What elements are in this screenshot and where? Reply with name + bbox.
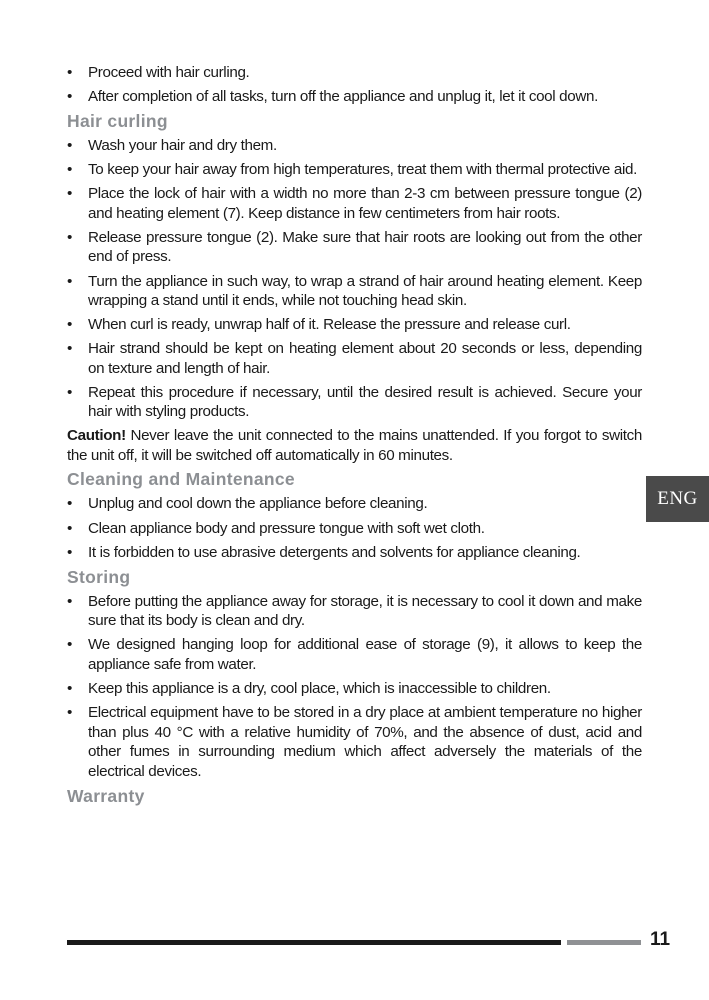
section-heading-warranty: Warranty (67, 785, 145, 806)
footer-rule-dark (67, 940, 561, 945)
list-item-text: Place the lock of hair with a width no more than 2-3 cm between pressure tongue (2) and heating element (7). Keep distance in few centimeters from hair roots. (88, 185, 642, 222)
bullet: • (67, 185, 72, 203)
list-item-text: Unplug and cool down the appliance before cleaning. (88, 495, 428, 513)
bullet: • (67, 592, 72, 610)
list-item-text: Turn the appliance in such way, to wrap a strand of hair around heating element. Keep wrapping a stand until it ends, while not touching head skin. (88, 272, 642, 310)
language-tab: ENG (646, 476, 709, 522)
bullet: • (67, 316, 72, 334)
list-item (67, 543, 642, 563)
list-item-text: Electrical equipment have to be stored in a dry place at ambient temperature no higher than plus 40 °C with a relative humidity of 70%, and the absence of dust, acid and other fumes in surrounding medium which affect adversely the materials of the electrical devices. (88, 704, 642, 780)
list-item-text: Proceed with hair curling. (88, 64, 250, 81)
hair-curling-list (67, 136, 642, 422)
list-item (67, 519, 642, 539)
list-item (67, 136, 642, 156)
list-item (67, 184, 642, 223)
bullet: • (67, 64, 72, 81)
bullet: • (67, 228, 72, 246)
list-item-text: We designed hanging loop for additional ease of storage (9), it allows to keep the appliance safe from water. (88, 636, 642, 673)
section-heading-storing: Storing (67, 566, 131, 587)
intro-list (67, 63, 642, 107)
list-item-text: Wash your hair and dry them. (88, 137, 277, 155)
bullet: • (67, 704, 72, 721)
list-item-text: Hair strand should be kept on heating element about 20 seconds or less, depending on texture and length of hair. (88, 340, 642, 377)
bullet: • (67, 679, 72, 697)
bullet: • (67, 137, 72, 155)
list-item-text: Before putting the appliance away for storage, it is necessary to cool it down and make sure that its body is clean and dry. (88, 592, 642, 630)
section-heading-cleaning: Cleaning and Maintenance (67, 469, 295, 490)
bullet: • (67, 88, 72, 106)
list-item-text: Clean appliance body and pressure tongue with soft wet cloth. (88, 519, 485, 537)
cleaning-list (67, 494, 642, 562)
caution-text: Never leave the unit connected to the mains unattended. If you forgot to switch the unit off, it will be switched off automatically in 60 minutes. (67, 427, 642, 464)
list-item (67, 63, 642, 83)
section-heading-hair-curling: Hair curling (67, 111, 168, 132)
list-item-text: After completion of all tasks, turn off the appliance and unplug it, let it cool down. (88, 88, 598, 106)
page-number: 11 (650, 929, 671, 950)
list-item (67, 228, 642, 267)
footer-rule-light (567, 940, 641, 945)
page-content (67, 63, 642, 811)
bullet: • (67, 383, 72, 401)
list-item-text: It is forbidden to use abrasive detergents and solvents for appliance cleaning. (88, 543, 581, 561)
storing-list (67, 592, 642, 781)
bullet: • (67, 340, 72, 358)
list-item (67, 592, 642, 631)
list-item (67, 703, 642, 781)
list-item-text: When curl is ready, unwrap half of it. Release the pressure and release curl. (88, 316, 571, 334)
list-item (67, 494, 642, 514)
bullet: • (67, 636, 72, 654)
list-item (67, 315, 642, 335)
list-item-text: To keep your hair away from high temperatures, treat them with thermal protective aid. (88, 161, 637, 179)
bullet: • (67, 272, 72, 290)
list-item-text: Keep this appliance is a dry, cool place, which is inaccessible to children. (88, 679, 551, 697)
caution-note (67, 426, 642, 465)
list-item-text: Release pressure tongue (2). Make sure that hair roots are looking out from the other end of press. (88, 228, 642, 266)
list-item-text: Repeat this procedure if necessary, until the desired result is achieved. Secure your hair with styling products. (88, 383, 642, 421)
caution-label: Caution! (67, 427, 126, 445)
list-item (67, 383, 642, 422)
list-item (67, 272, 642, 311)
list-item (67, 635, 642, 674)
list-item (67, 87, 642, 107)
bullet: • (67, 161, 72, 179)
bullet: • (67, 495, 72, 513)
list-item (67, 339, 642, 378)
list-item (67, 160, 642, 180)
bullet: • (67, 543, 72, 561)
list-item (67, 679, 642, 699)
bullet: • (67, 519, 72, 537)
